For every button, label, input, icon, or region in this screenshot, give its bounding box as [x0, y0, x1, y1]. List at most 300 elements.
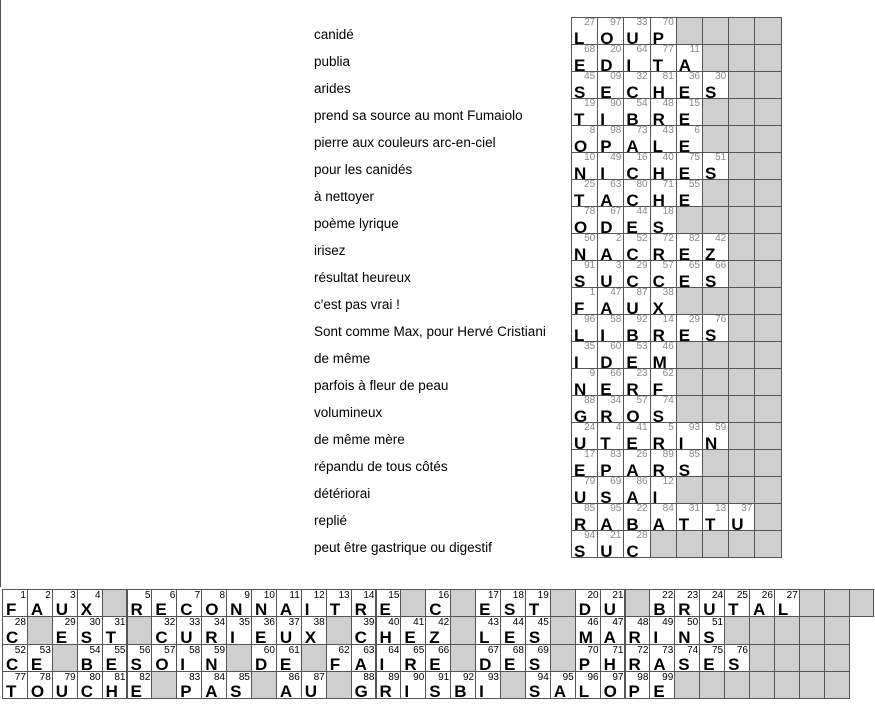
answer-cell[interactable] [571, 44, 598, 72]
quote-number: 65 [413, 644, 425, 656]
quote-blank-cell [799, 671, 825, 699]
answer-cell[interactable] [571, 233, 598, 261]
quote-cell[interactable] [674, 616, 700, 644]
quote-cell[interactable] [2, 589, 28, 617]
quote-cell[interactable] [301, 589, 327, 617]
quote-cell[interactable] [400, 644, 426, 672]
quote-cell[interactable] [127, 644, 153, 672]
answer-cell[interactable] [676, 152, 703, 180]
cell-number: 50 [584, 233, 596, 244]
quote-cell[interactable] [376, 644, 402, 672]
answer-cell[interactable] [571, 179, 598, 207]
answer-cell[interactable] [597, 179, 624, 207]
quote-cell[interactable] [77, 671, 103, 699]
quote-cell[interactable] [600, 589, 626, 617]
quote-number: 14 [363, 590, 375, 601]
answer-cell[interactable] [571, 71, 598, 99]
quote-cell[interactable] [77, 589, 103, 617]
blocked-cell [728, 152, 755, 180]
blocked-cell [754, 530, 781, 558]
quote-letter: S [728, 654, 740, 672]
quote-letter: I [180, 654, 186, 672]
quote-number: 29 [64, 617, 76, 629]
quote-cell[interactable] [27, 671, 53, 699]
answer-cell[interactable] [623, 125, 650, 153]
blocked-cell [754, 179, 781, 207]
quote-cell[interactable] [251, 616, 277, 644]
quote-cell[interactable] [102, 616, 128, 644]
quote-number: 46 [587, 617, 599, 629]
quote-cell[interactable] [649, 644, 675, 672]
quote-cell[interactable] [226, 589, 252, 617]
cell-letter: U [600, 272, 613, 288]
quote-number: 32 [164, 617, 176, 629]
quote-number: 75 [711, 644, 724, 656]
answer-cell[interactable] [623, 17, 650, 45]
cell-letter: L [652, 137, 663, 153]
quote-blank-cell [450, 589, 476, 617]
quote-cell[interactable] [176, 616, 202, 644]
quote-letter: X [80, 600, 93, 618]
answer-cell[interactable] [676, 260, 703, 288]
quote-cell[interactable] [276, 644, 302, 672]
answer-cell[interactable] [728, 503, 755, 531]
answer-cell[interactable] [623, 260, 650, 288]
quote-cell[interactable] [649, 671, 675, 699]
quote-blank-cell [27, 616, 53, 644]
cell-letter: E [626, 218, 638, 234]
quote-number: 82 [139, 671, 151, 683]
cell-letter: Z [705, 245, 716, 261]
cell-number: 65 [688, 260, 700, 271]
quote-cell[interactable] [176, 644, 202, 672]
cell-letter: A [600, 299, 613, 315]
quote-cell[interactable] [400, 616, 426, 644]
quote-cell[interactable] [500, 616, 526, 644]
quote-cell[interactable] [151, 616, 177, 644]
cell-number: 96 [584, 314, 596, 325]
blocked-cell [676, 206, 703, 234]
blocked-cell [728, 341, 755, 369]
quote-cell[interactable] [600, 671, 626, 699]
quote-cell[interactable] [52, 616, 78, 644]
quote-cell[interactable] [699, 644, 725, 672]
cell-letter: E [678, 110, 691, 126]
answer-cell[interactable] [650, 44, 677, 72]
answer-cell[interactable] [571, 260, 598, 288]
quote-cell[interactable] [649, 589, 675, 617]
answer-cell[interactable] [571, 206, 598, 234]
quote-cell[interactable] [450, 671, 476, 699]
answer-cell[interactable] [623, 449, 650, 477]
cell-letter: N [705, 434, 718, 450]
quote-cell[interactable] [251, 644, 277, 672]
cell-letter: I [678, 434, 684, 450]
answer-cell[interactable] [597, 422, 624, 450]
answer-cell[interactable] [676, 179, 703, 207]
answer-cell[interactable] [676, 233, 703, 261]
answer-cell[interactable] [676, 422, 703, 450]
quote-number: 73 [662, 644, 674, 656]
cell-letter: U [626, 299, 639, 315]
answer-cell[interactable] [571, 314, 598, 342]
quote-letter: L [479, 627, 490, 645]
answer-cell[interactable] [597, 71, 624, 99]
answer-cell[interactable] [597, 503, 624, 531]
quote-cell[interactable] [475, 616, 501, 644]
quote-cell[interactable] [326, 644, 352, 672]
quote-cell[interactable] [575, 671, 601, 699]
answer-cell[interactable] [597, 233, 624, 261]
answer-cell[interactable] [597, 17, 624, 45]
cell-letter: C [626, 191, 639, 207]
cell-letter: E [678, 191, 691, 207]
quote-cell[interactable] [376, 616, 402, 644]
answer-cell[interactable] [571, 368, 598, 396]
answer-cell[interactable] [623, 395, 650, 423]
answer-cell[interactable] [650, 287, 677, 315]
cell-number: 37 [741, 503, 753, 514]
quote-cell[interactable] [600, 644, 626, 672]
cell-number: 69 [610, 476, 622, 487]
cell-number: 47 [610, 287, 622, 298]
blocked-cell [702, 341, 729, 369]
quote-cell[interactable] [52, 589, 78, 617]
quote-cell[interactable] [525, 644, 551, 672]
quote-cell[interactable] [699, 616, 725, 644]
cell-number: 85 [584, 503, 596, 514]
answer-cell[interactable] [676, 449, 703, 477]
quote-number: 52 [14, 644, 26, 656]
answer-cell[interactable] [623, 71, 650, 99]
quote-cell[interactable] [575, 644, 601, 672]
answer-cell[interactable] [571, 17, 598, 45]
quote-cell[interactable] [625, 616, 651, 644]
answer-cell[interactable] [597, 395, 624, 423]
quote-cell[interactable] [749, 589, 775, 617]
quote-number: 49 [662, 617, 674, 629]
quote-cell[interactable] [127, 671, 153, 699]
quote-blank-cell [127, 616, 153, 644]
answer-cell[interactable] [597, 476, 624, 504]
blocked-cell [702, 476, 729, 504]
quote-cell[interactable] [724, 644, 750, 672]
blocked-cell [676, 530, 703, 558]
answer-cell[interactable] [676, 503, 703, 531]
quote-cell[interactable] [500, 589, 526, 617]
answer-cell[interactable] [650, 17, 677, 45]
cell-letter: I [626, 56, 632, 72]
quote-cell[interactable] [201, 671, 227, 699]
quote-cell[interactable] [176, 589, 202, 617]
cell-letter: D [600, 56, 613, 72]
answer-cell[interactable] [650, 71, 677, 99]
quote-number: 91 [438, 671, 450, 683]
quote-cell[interactable] [27, 589, 53, 617]
answer-cell[interactable] [597, 287, 624, 315]
blocked-cell [728, 71, 755, 99]
quote-cell[interactable] [625, 644, 651, 672]
cell-number: 6 [694, 125, 700, 136]
cell-number: 66 [610, 368, 622, 379]
answer-cell[interactable] [650, 341, 677, 369]
cell-letter: S [600, 488, 612, 504]
quote-cell[interactable] [425, 616, 451, 644]
answer-cell[interactable] [623, 341, 650, 369]
answer-cell[interactable] [676, 71, 703, 99]
quote-cell[interactable] [201, 616, 227, 644]
answer-cell[interactable] [676, 125, 703, 153]
answer-cell[interactable] [571, 422, 598, 450]
quote-letter: O [603, 682, 617, 700]
quote-cell[interactable] [376, 589, 402, 617]
answer-cell[interactable] [650, 395, 677, 423]
quote-letter: R [379, 682, 392, 700]
quote-number: 21 [612, 590, 624, 601]
clue-text: poème lyrique [314, 216, 399, 231]
quote-cell[interactable] [425, 589, 451, 617]
answer-cell[interactable] [676, 44, 703, 72]
quote-letter: I [479, 682, 484, 700]
answer-cell[interactable] [702, 233, 729, 261]
blocked-cell [676, 17, 703, 45]
cell-letter: M [652, 353, 667, 369]
cell-letter: R [652, 245, 665, 261]
quote-cell[interactable] [400, 671, 426, 699]
quote-cell[interactable] [600, 616, 626, 644]
blocked-cell [702, 125, 729, 153]
answer-cell[interactable] [597, 98, 624, 126]
answer-cell[interactable] [676, 98, 703, 126]
quote-cell[interactable] [2, 671, 28, 699]
answer-cell[interactable] [571, 287, 598, 315]
quote-cell[interactable] [301, 671, 327, 699]
answer-cell[interactable] [702, 71, 729, 99]
answer-cell[interactable] [597, 206, 624, 234]
cell-number: 26 [636, 449, 648, 460]
cell-number: 13 [715, 503, 727, 514]
answer-cell[interactable] [650, 503, 677, 531]
quote-cell[interactable] [251, 589, 277, 617]
quote-cell[interactable] [575, 589, 601, 617]
quote-cell[interactable] [2, 644, 28, 672]
quote-letter: R [354, 600, 367, 618]
cell-letter: E [626, 353, 638, 369]
quote-cell[interactable] [575, 616, 601, 644]
quote-number: 11 [289, 590, 300, 601]
quote-number: 72 [637, 644, 649, 656]
quote-number: 40 [388, 617, 400, 629]
quote-letter: O [30, 682, 45, 700]
quote-cell[interactable] [276, 616, 302, 644]
quote-cell[interactable] [351, 616, 377, 644]
answer-cell[interactable] [650, 233, 677, 261]
cell-letter: T [574, 110, 585, 126]
answer-cell[interactable] [650, 449, 677, 477]
quote-letter: E [504, 654, 516, 672]
answer-cell[interactable] [623, 287, 650, 315]
quote-cell[interactable] [102, 671, 128, 699]
quote-cell[interactable] [525, 589, 551, 617]
answer-cell[interactable] [571, 98, 598, 126]
quote-cell[interactable] [326, 589, 352, 617]
quote-cell[interactable] [500, 644, 526, 672]
quote-cell[interactable] [525, 671, 551, 699]
answer-cell[interactable] [623, 152, 650, 180]
answer-cell[interactable] [650, 125, 677, 153]
quote-cell[interactable] [77, 616, 103, 644]
cell-letter: R [574, 515, 587, 531]
cell-number: 68 [584, 44, 596, 55]
quote-number: 43 [487, 617, 499, 629]
quote-cell[interactable] [201, 644, 227, 672]
quote-letter: S [130, 654, 142, 672]
quote-cell[interactable] [774, 589, 800, 617]
quote-cell[interactable] [625, 671, 651, 699]
quote-cell[interactable] [226, 616, 252, 644]
cell-number: 35 [584, 341, 596, 352]
quote-cell[interactable] [201, 589, 227, 617]
answer-cell[interactable] [650, 206, 677, 234]
answer-cell[interactable] [597, 44, 624, 72]
blocked-cell [728, 422, 755, 450]
quote-cell[interactable] [102, 644, 128, 672]
quote-cell[interactable] [226, 671, 252, 699]
quote-number: 95 [562, 671, 574, 683]
quote-letter: U [603, 600, 616, 618]
quote-cell[interactable] [475, 589, 501, 617]
cell-letter: S [705, 326, 717, 342]
quote-cell[interactable] [525, 616, 551, 644]
answer-cell[interactable] [623, 233, 650, 261]
cell-letter: C [626, 83, 639, 99]
cell-letter: R [652, 110, 665, 126]
cell-letter: O [574, 218, 588, 234]
answer-cell[interactable] [597, 341, 624, 369]
answer-cell[interactable] [623, 476, 650, 504]
answer-cell[interactable] [650, 179, 677, 207]
answer-cell[interactable] [650, 368, 677, 396]
quote-cell[interactable] [151, 644, 177, 672]
cell-number: 62 [662, 368, 674, 379]
quote-cell[interactable] [176, 671, 202, 699]
cell-number: 77 [662, 44, 674, 55]
answer-cell[interactable] [650, 476, 677, 504]
answer-cell[interactable] [623, 368, 650, 396]
cell-letter: X [652, 299, 664, 315]
quote-letter: H [603, 654, 616, 672]
quote-cell[interactable] [674, 644, 700, 672]
quote-cell[interactable] [151, 589, 177, 617]
answer-cell[interactable] [597, 530, 624, 558]
answer-cell[interactable] [650, 152, 677, 180]
quote-cell[interactable] [425, 644, 451, 672]
quote-cell[interactable] [351, 671, 377, 699]
answer-cell[interactable] [571, 125, 598, 153]
quote-cell[interactable] [425, 671, 451, 699]
answer-cell[interactable] [623, 503, 650, 531]
quote-cell[interactable] [376, 671, 402, 699]
cell-number: 22 [636, 503, 648, 514]
quote-number: 61 [288, 644, 300, 656]
quote-blank-cell [799, 589, 825, 617]
answer-cell[interactable] [623, 422, 650, 450]
quote-number: 60 [263, 644, 275, 656]
answer-cell[interactable] [702, 503, 729, 531]
answer-cell[interactable] [571, 530, 598, 558]
answer-cell[interactable] [571, 152, 598, 180]
quote-cell[interactable] [724, 589, 750, 617]
answer-cell[interactable] [571, 449, 598, 477]
quote-cell[interactable] [2, 616, 28, 644]
answer-cell[interactable] [650, 260, 677, 288]
quote-cell[interactable] [351, 644, 377, 672]
quote-cell[interactable] [351, 589, 377, 617]
quote-cell[interactable] [301, 616, 327, 644]
answer-cell[interactable] [597, 260, 624, 288]
answer-cell[interactable] [650, 314, 677, 342]
quote-cell[interactable] [52, 671, 78, 699]
quote-letter: B [653, 600, 666, 618]
quote-cell[interactable] [475, 644, 501, 672]
answer-cell[interactable] [623, 530, 650, 558]
clue-text: pierre aux couleurs arc-en-ciel [314, 135, 496, 150]
quote-cell[interactable] [77, 644, 103, 672]
answer-cell[interactable] [650, 422, 677, 450]
answer-cell[interactable] [623, 44, 650, 72]
quote-cell[interactable] [276, 589, 302, 617]
answer-cell[interactable] [623, 98, 650, 126]
answer-cell[interactable] [623, 314, 650, 342]
answer-cell[interactable] [623, 206, 650, 234]
quote-cell[interactable] [699, 589, 725, 617]
answer-cell[interactable] [702, 260, 729, 288]
answer-cell[interactable] [702, 314, 729, 342]
answer-cell[interactable] [571, 476, 598, 504]
quote-cell[interactable] [475, 671, 501, 699]
cell-letter: A [626, 137, 639, 153]
page-border [0, 0, 1, 587]
quote-cell[interactable] [27, 644, 53, 672]
answer-cell[interactable] [702, 152, 729, 180]
quote-cell[interactable] [276, 671, 302, 699]
answer-cell[interactable] [650, 98, 677, 126]
answer-cell[interactable] [571, 341, 598, 369]
cell-letter: L [574, 326, 585, 342]
answer-cell[interactable] [571, 503, 598, 531]
quote-cell[interactable] [550, 671, 576, 699]
blocked-cell [650, 530, 677, 558]
quote-blank-cell [674, 671, 700, 699]
answer-cell[interactable] [597, 314, 624, 342]
answer-cell[interactable] [623, 179, 650, 207]
quote-cell[interactable] [127, 589, 153, 617]
answer-cell[interactable] [597, 449, 624, 477]
quote-cell[interactable] [674, 589, 700, 617]
quote-number: 39 [363, 617, 375, 629]
answer-cell[interactable] [676, 314, 703, 342]
answer-cell[interactable] [702, 422, 729, 450]
answer-cell[interactable] [597, 152, 624, 180]
answer-cell[interactable] [597, 368, 624, 396]
quote-cell[interactable] [649, 616, 675, 644]
answer-cell[interactable] [597, 125, 624, 153]
answer-cell[interactable] [571, 395, 598, 423]
quote-letter: A [603, 627, 616, 645]
cell-letter: S [574, 542, 586, 558]
quote-blank-cell [550, 616, 576, 644]
quote-letter: C [180, 600, 193, 618]
